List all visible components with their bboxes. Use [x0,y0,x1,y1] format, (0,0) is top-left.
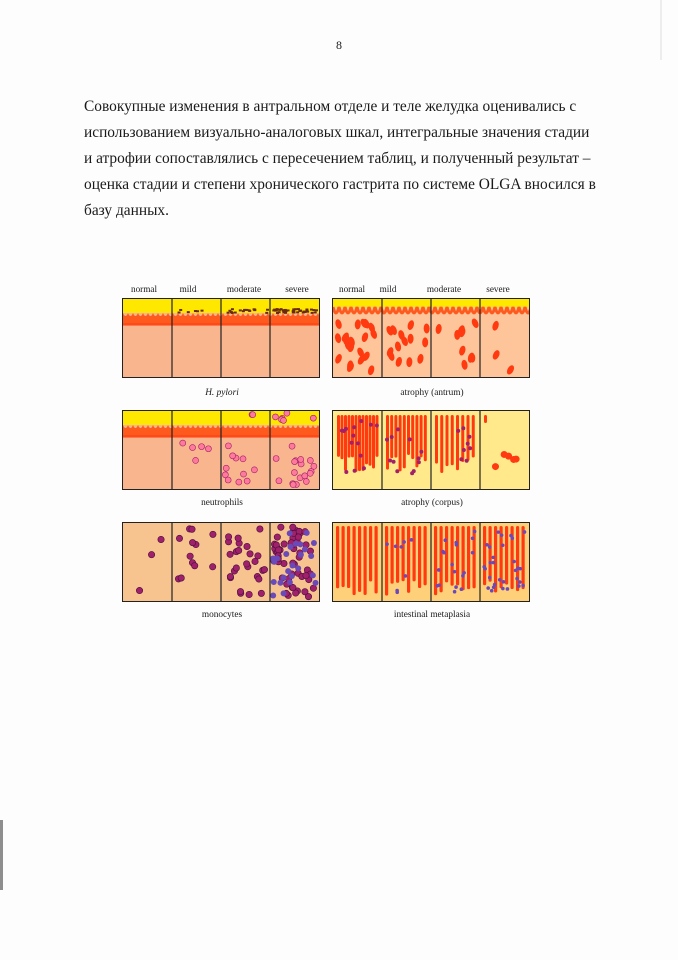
caption-neutrophils: neutrophils [201,498,243,508]
grade-label-severe: severe [486,284,510,294]
grade-header-right [332,284,532,296]
text-line: Совокупные изменения в антральном отделе и теле желудка оценивались с [84,98,577,115]
neutrophils-panel [122,410,320,490]
text-line: базу данных. [84,202,169,219]
text-line: оценка стадии и степени хронического гастрита по системе OLGA вносился в [84,176,596,193]
intestinal-metaplasia-panel [332,522,530,602]
grade-label-moderate: moderate [226,284,262,294]
body-paragraph [84,94,604,224]
grade-label-moderate: moderate [426,284,462,294]
grade-label-mild: mild [179,284,197,294]
monocytes-panel [122,522,320,602]
atrophy-corpus-panel [332,410,530,490]
text-line: и атрофии сопоставлялись с пересечением таблиц, и полученный результат – [84,150,591,167]
text-line: использованием визуально-аналоговых шкал, интегральные значения стадии [84,124,590,141]
olga-grading-figure [122,284,514,624]
grade-header-left [122,284,322,296]
grade-label-normal: normal [130,284,158,294]
caption-intestinal-metaplasia: intestinal metaplasia [393,610,471,620]
grade-label-mild: mild [379,284,397,294]
caption-atrophy-corpus: atrophy (corpus) [401,498,463,508]
scan-edge-mark [0,820,3,890]
grade-label-severe: severe [285,284,309,294]
caption-atrophy-antrum: atrophy (antrum) [400,388,464,398]
atrophy-antrum-panel [332,298,530,378]
caption-monocytes: monocytes [201,610,243,620]
h-pylori-panel [122,298,320,378]
scan-edge-mark [660,0,662,60]
page-number: 8 [336,38,342,52]
caption-h-pylori: H. pylori [205,388,239,398]
grade-label-normal: normal [338,284,366,294]
